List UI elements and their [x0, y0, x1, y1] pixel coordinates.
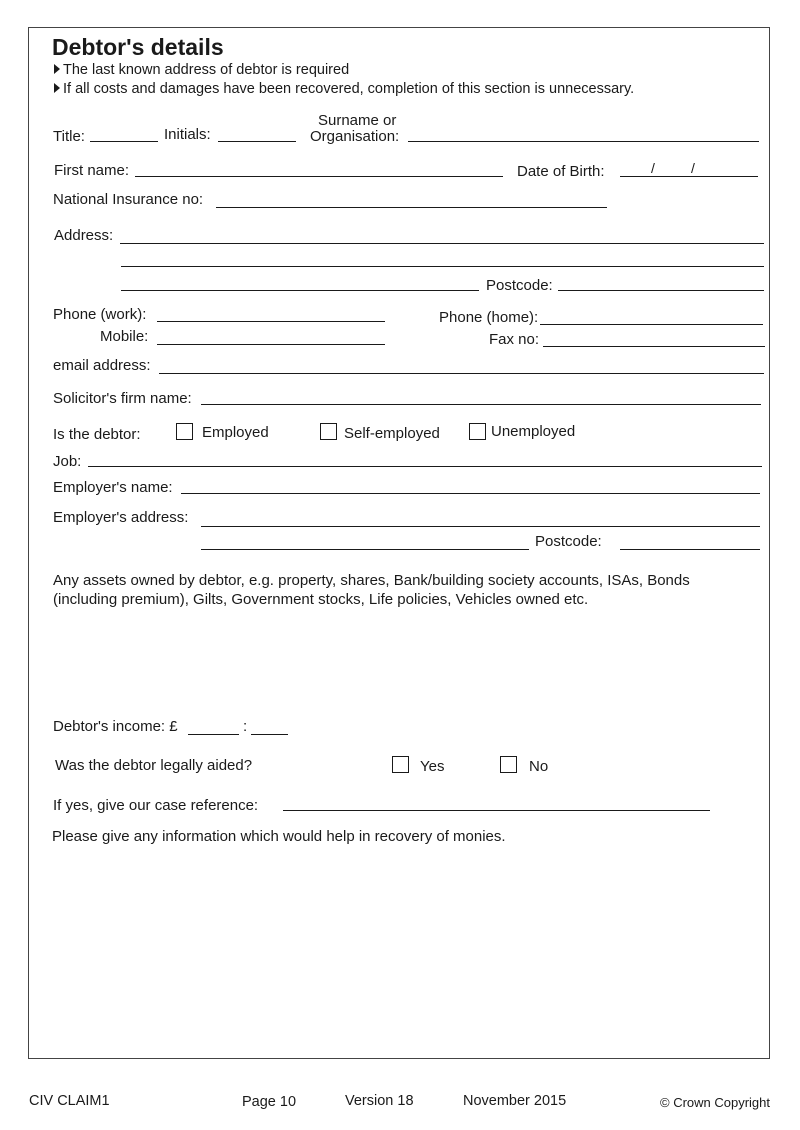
income-period-field[interactable]: [251, 734, 288, 735]
bullet-arrow-icon: [54, 83, 60, 93]
address-line-1[interactable]: [120, 243, 764, 244]
employer-postcode-label: Postcode:: [535, 533, 602, 550]
employer-name-field[interactable]: [181, 493, 760, 494]
surname-label-line2: Organisation:: [310, 128, 400, 145]
footer-date: November 2015: [463, 1093, 567, 1109]
income-separator: :: [243, 718, 248, 735]
footer-page-number: Page 10: [242, 1094, 297, 1110]
legal-aid-label: Was the debtor legally aided?: [55, 757, 253, 774]
employer-name-label: Employer's name:: [53, 479, 173, 496]
footer-version: Version 18: [345, 1093, 414, 1109]
title-label: Title:: [53, 128, 85, 145]
address-line-3[interactable]: [121, 290, 479, 291]
job-field[interactable]: [88, 466, 762, 467]
job-label: Job:: [53, 453, 82, 470]
solicitor-label: Solicitor's firm name:: [53, 390, 192, 407]
footer-form-id: CIV CLAIM1: [29, 1093, 110, 1109]
legal-aid-no-label: No: [529, 758, 549, 775]
assets-prompt-line1: Any assets owned by debtor, e.g. property, shares, Bank/building society accounts, ISAs, Bonds: [53, 572, 690, 589]
legal-aid-no-checkbox[interactable]: [500, 756, 517, 773]
note-address-required: The last known address of debtor is required: [54, 61, 349, 79]
initials-field[interactable]: [218, 141, 296, 142]
legal-aid-yes-checkbox[interactable]: [392, 756, 409, 773]
phone-home-label: Phone (home):: [439, 309, 539, 326]
surname-label-line1: Surname or: [318, 112, 397, 129]
dob-separator: /: [691, 160, 695, 176]
recovery-info-prompt: Please give any information which would help in recovery of monies.: [52, 828, 506, 845]
dob-field[interactable]: [620, 176, 758, 177]
first-name-label: First name:: [54, 162, 130, 179]
employed-checkbox[interactable]: [176, 423, 193, 440]
unemployed-label: Unemployed: [491, 423, 576, 440]
case-reference-field[interactable]: [283, 810, 710, 811]
employer-address-label: Employer's address:: [53, 509, 189, 526]
income-amount-field[interactable]: [188, 734, 239, 735]
postcode-label: Postcode:: [486, 277, 553, 294]
phone-home-field[interactable]: [540, 324, 763, 325]
income-label: Debtor's income: £: [53, 718, 178, 735]
legal-aid-yes-label: Yes: [420, 758, 445, 775]
unemployed-checkbox[interactable]: [469, 423, 486, 440]
email-label: email address:: [53, 357, 151, 374]
mobile-label: Mobile:: [100, 328, 149, 345]
dob-label: Date of Birth:: [517, 163, 605, 180]
surname-field[interactable]: [408, 141, 759, 142]
initials-label: Initials:: [164, 126, 211, 143]
title-field[interactable]: [90, 141, 158, 142]
employer-postcode-field[interactable]: [620, 549, 760, 550]
form-frame: [28, 27, 770, 1059]
first-name-field[interactable]: [135, 176, 503, 177]
solicitor-field[interactable]: [201, 404, 761, 405]
section-title: Debtor's details: [52, 34, 224, 60]
address-label: Address:: [54, 227, 114, 244]
self-employed-label: Self-employed: [344, 425, 440, 442]
dob-separator: /: [651, 160, 655, 176]
ni-number-field[interactable]: [216, 207, 607, 208]
fax-field[interactable]: [543, 346, 765, 347]
employer-address-line-1[interactable]: [201, 526, 760, 527]
phone-work-field[interactable]: [157, 321, 385, 322]
ni-number-label: National Insurance no:: [53, 191, 204, 208]
assets-prompt-line2: (including premium), Gilts, Government stocks, Life policies, Vehicles owned etc.: [53, 591, 589, 608]
phone-work-label: Phone (work):: [53, 306, 147, 323]
address-line-2[interactable]: [121, 266, 764, 267]
debtor-status-label: Is the debtor:: [53, 426, 141, 443]
footer-copyright: © Crown Copyright: [660, 1095, 771, 1110]
case-reference-label: If yes, give our case reference:: [53, 797, 259, 814]
fax-label: Fax no:: [489, 331, 540, 348]
mobile-field[interactable]: [157, 344, 385, 345]
employed-label: Employed: [202, 424, 269, 441]
email-field[interactable]: [159, 373, 764, 374]
postcode-field[interactable]: [558, 290, 764, 291]
bullet-arrow-icon: [54, 64, 60, 74]
employer-address-line-2[interactable]: [201, 549, 529, 550]
self-employed-checkbox[interactable]: [320, 423, 337, 440]
note-costs-recovered: If all costs and damages have been recovered, completion of this section is unnecessary.: [54, 80, 634, 98]
